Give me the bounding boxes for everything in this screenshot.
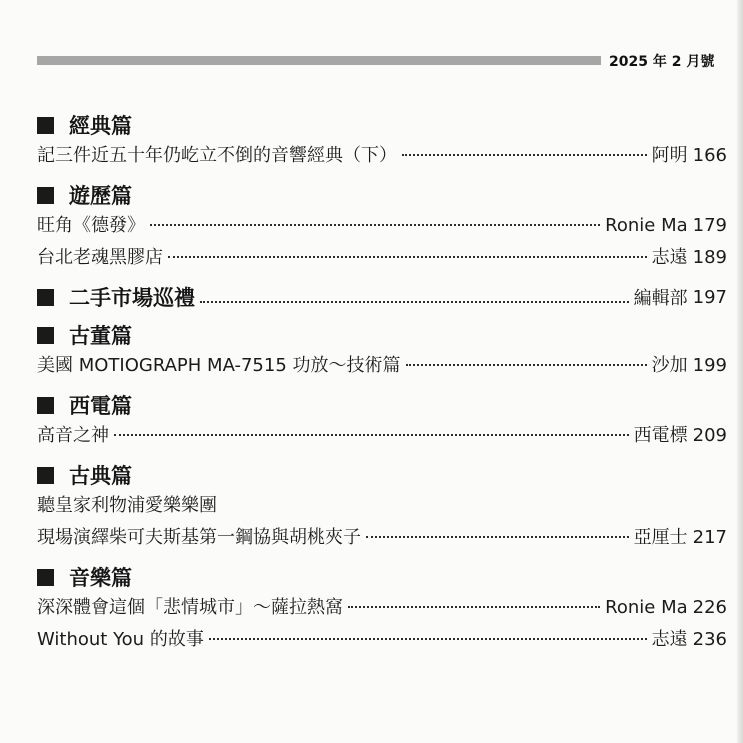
toc-entry-title-line[interactable] bbox=[37, 490, 727, 522]
section-bullet-icon bbox=[37, 117, 54, 134]
section-title: 古典篇 bbox=[69, 464, 132, 488]
dot-leader bbox=[209, 638, 647, 640]
entry-title: 記三件近五十年仍屹立不倒的音響經典（下） bbox=[37, 145, 397, 166]
entry-page-number: 179 bbox=[692, 215, 727, 236]
dot-leader bbox=[114, 434, 629, 436]
section-heading bbox=[37, 320, 727, 350]
entry-page-number: 209 bbox=[692, 425, 727, 446]
entry-title: 深深體會這個「悲情城市」～薩拉熱窩 bbox=[37, 597, 343, 618]
section-title: 二手市場巡禮 bbox=[69, 286, 195, 310]
dot-leader bbox=[348, 606, 600, 608]
section-heading bbox=[37, 110, 727, 140]
entry-author: 阿明 bbox=[651, 145, 688, 166]
section-classical bbox=[37, 460, 727, 554]
section-classics bbox=[37, 110, 727, 172]
dot-leader bbox=[366, 536, 629, 538]
dot-leader bbox=[168, 256, 647, 258]
section-bullet-icon bbox=[37, 327, 54, 344]
page-edge-shadow bbox=[737, 0, 743, 743]
entry-author: 西電標 bbox=[633, 425, 688, 446]
entry-page-number: 217 bbox=[692, 527, 727, 548]
entry-title: 旺角《德發》 bbox=[37, 215, 145, 236]
entry-page-number: 166 bbox=[692, 145, 727, 166]
section-travel bbox=[37, 180, 727, 274]
section-heading bbox=[37, 390, 727, 420]
entry-title: 聽皇家利物浦愛樂樂團 bbox=[37, 495, 217, 516]
section-title: 古董篇 bbox=[69, 324, 132, 348]
dot-leader bbox=[200, 301, 629, 303]
entry-author: 編輯部 bbox=[633, 288, 688, 309]
entry-title: Without You 的故事 bbox=[37, 629, 204, 650]
section-second-hand-market bbox=[37, 282, 727, 312]
section-heading bbox=[37, 460, 727, 490]
entry-author: 亞厘士 bbox=[633, 527, 688, 548]
section-title: 遊歷篇 bbox=[69, 184, 132, 208]
table-of-contents bbox=[37, 110, 727, 656]
issue-date: 2025 年 2 月號 bbox=[609, 54, 715, 70]
entry-page-number: 199 bbox=[692, 355, 727, 376]
section-bullet-icon bbox=[37, 467, 54, 484]
dot-leader bbox=[150, 224, 600, 226]
section-western-electric bbox=[37, 390, 727, 452]
section-title: 西電篇 bbox=[69, 394, 132, 418]
section-heading-entry[interactable] bbox=[37, 282, 727, 312]
toc-entry[interactable] bbox=[37, 592, 727, 624]
entry-author: Ronie Ma bbox=[605, 597, 688, 618]
section-bullet-icon bbox=[37, 187, 54, 204]
section-heading bbox=[37, 562, 727, 592]
entry-author: 志遠 bbox=[651, 247, 688, 268]
header-rule bbox=[37, 56, 601, 65]
section-bullet-icon bbox=[37, 289, 54, 306]
entry-page-number: 226 bbox=[692, 597, 727, 618]
entry-author: 志遠 bbox=[651, 629, 688, 650]
toc-entry[interactable] bbox=[37, 522, 727, 554]
entry-title: 現場演繹柴可夫斯基第一鋼協與胡桃夾子 bbox=[37, 527, 361, 548]
entry-page-number: 197 bbox=[692, 286, 727, 308]
toc-entry[interactable] bbox=[37, 624, 727, 656]
section-music bbox=[37, 562, 727, 656]
section-bullet-icon bbox=[37, 397, 54, 414]
entry-title: 高音之神 bbox=[37, 425, 109, 446]
section-bullet-icon bbox=[37, 569, 54, 586]
toc-entry[interactable] bbox=[37, 350, 727, 382]
section-title: 經典篇 bbox=[69, 114, 132, 138]
entry-page-number: 236 bbox=[692, 629, 727, 650]
section-antique bbox=[37, 320, 727, 382]
toc-entry[interactable] bbox=[37, 420, 727, 452]
section-title: 音樂篇 bbox=[69, 566, 132, 590]
section-heading bbox=[37, 180, 727, 210]
dot-leader bbox=[402, 154, 647, 156]
entry-title: 台北老魂黑膠店 bbox=[37, 247, 163, 268]
toc-entry[interactable] bbox=[37, 210, 727, 242]
toc-entry[interactable] bbox=[37, 242, 727, 274]
toc-entry[interactable] bbox=[37, 140, 727, 172]
entry-author: 沙加 bbox=[651, 355, 688, 376]
entry-page-number: 189 bbox=[692, 247, 727, 268]
dot-leader bbox=[406, 364, 647, 366]
entry-title: 美國 MOTIOGRAPH MA-7515 功放～技術篇 bbox=[37, 355, 401, 376]
entry-author: Ronie Ma bbox=[605, 215, 688, 236]
